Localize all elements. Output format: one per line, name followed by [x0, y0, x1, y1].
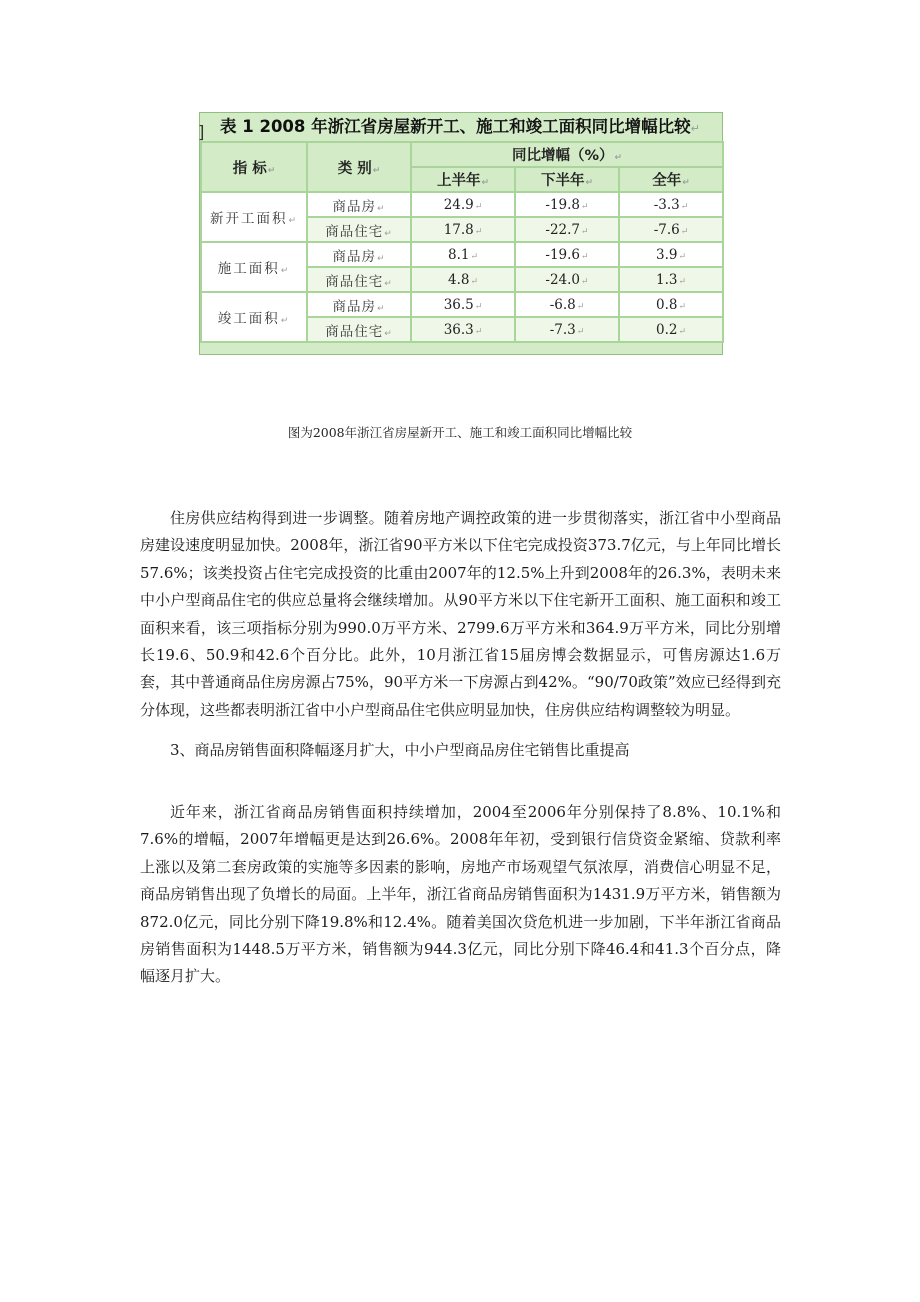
figure-caption: 图为2008年浙江省房屋新开工、施工和竣工面积同比增幅比较 — [287, 425, 633, 440]
cell-full-year: 3.9↵ — [619, 242, 723, 267]
row-indicator: 新开工面积↵ — [201, 192, 307, 242]
table-title-text: 表 1 2008 年浙江省房屋新开工、施工和竣工面积同比增幅比较 — [220, 117, 691, 136]
cell-second-half: -7.3↵ — [515, 317, 619, 342]
table-title — [200, 113, 722, 141]
cell-first-half: 36.5↵ — [411, 292, 515, 317]
row-category: 商品房↵ — [307, 292, 411, 317]
cell-second-half: -24.0↵ — [515, 267, 619, 292]
header-indicator: 指 标↵ — [201, 142, 307, 192]
cell-full-year: 0.8↵ — [619, 292, 723, 317]
cell-first-half: 17.8↵ — [411, 217, 515, 242]
growth-table — [200, 141, 724, 343]
header-first-half: 上半年↵ — [411, 167, 515, 192]
cell-second-half: -22.7↵ — [515, 217, 619, 242]
header-second-half: 下半年↵ — [515, 167, 619, 192]
table-header-row — [201, 142, 723, 167]
cell-full-year: -7.6↵ — [619, 217, 723, 242]
table-row — [201, 292, 723, 317]
table-row — [201, 242, 723, 267]
header-category: 类 别↵ — [307, 142, 411, 192]
cell-second-half: -19.8↵ — [515, 192, 619, 217]
row-category: 商品房↵ — [307, 192, 411, 217]
cell-second-half: -19.6↵ — [515, 242, 619, 267]
cell-first-half: 4.8↵ — [411, 267, 515, 292]
header-growth: 同比增幅（%）↵ — [411, 142, 723, 167]
return-mark-icon: ↵ — [690, 122, 700, 135]
cell-first-half: 24.9↵ — [411, 192, 515, 217]
row-category: 商品住宅↵ — [307, 217, 411, 242]
table-row — [201, 192, 723, 217]
cell-first-half: 36.3↵ — [411, 317, 515, 342]
body-paragraph-2: 近年来，浙江省商品房销售面积持续增加，2004至2006年分别保持了8.8%、10.1%和7.6%的增幅，2007年增幅更是达到26.6%。2008年年初，受到银行信贷资金紧缩、贷款利率上涨以及第二套房政策的实施等多因素的影响，房地产市场观望气氛浓厚，消费信心明显不足，商品房销售出现了负增长的局面。上半年，浙江省商品房销售面积为1431.9万平方米，销售额为872.0亿元，同比分别下降19.8%和12.4%。随着美国次贷危机进一步加剧，下半年浙江省商品房销售面积为1448.5万平方米，销售额为944.3亿元，同比分别下降46.4和41.3个百分点，降幅逐月扩大。 — [140, 803, 781, 986]
cell-full-year: 0.2↵ — [619, 317, 723, 342]
row-category: 商品住宅↵ — [307, 317, 411, 342]
cell-full-year: -3.3↵ — [619, 192, 723, 217]
row-category: 商品房↵ — [307, 242, 411, 267]
row-category: 商品住宅↵ — [307, 267, 411, 292]
row-indicator: 竣工面积↵ — [201, 292, 307, 342]
section-heading: 3、商品房销售面积降幅逐月扩大，中小户型商品房住宅销售比重提高 — [170, 741, 630, 759]
body-paragraph-1: 住房供应结构得到进一步调整。随着房地产调控政策的进一步贯彻落实，浙江省中小型商品房建设速度明显加快。2008年，浙江省90平方米以下住宅完成投资373.7亿元，与上年同比增长57.6%；该类投资占住宅完成投资的比重由2007年的12.5%上升到2008年的26.3%，表明未来中小户型商品住宅的供应总量将会继续增加。从90平方米以下住宅新开工面积、施工面积和竣工面积来看，该三项指标分别为990.0万平方米、2799.6万平方米和364.9万平方米，同比分别增长19.6、50.9和42.6个百分比。此外，10月浙江省15届房博会数据显示，可售房源达1.6万套，其中普通商品住房房源占75%，90平方米一下房源占到42%。“90/70政策”效应已经得到充分体现，这些都表明浙江省中小户型商品住宅供应明显加快，住房供应结构调整较为明显。 — [140, 509, 781, 719]
header-full-year: 全年↵ — [619, 167, 723, 192]
cell-first-half: 8.1↵ — [411, 242, 515, 267]
row-indicator: 施工面积↵ — [201, 242, 307, 292]
title-marker: ] — [198, 123, 205, 142]
cell-full-year: 1.3↵ — [619, 267, 723, 292]
cell-second-half: -6.8↵ — [515, 292, 619, 317]
data-table-figure — [199, 112, 723, 355]
